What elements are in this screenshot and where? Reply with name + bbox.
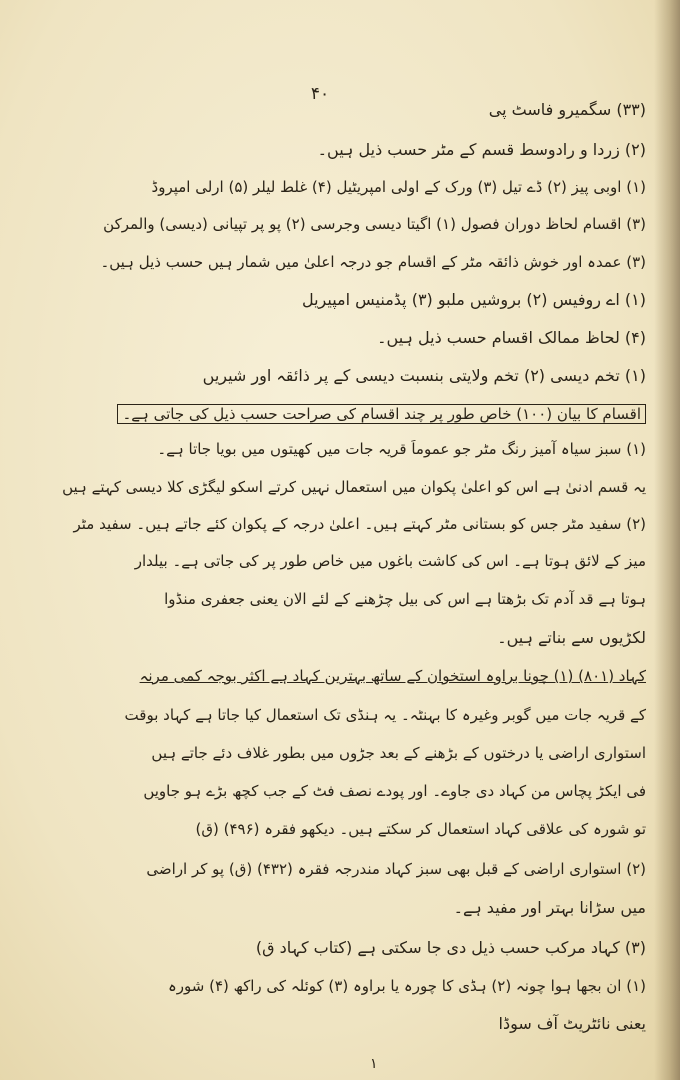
text-line: کے قریہ جات میں گوبر وغیرہ کا بہنٹہ۔ یہ ہنڈی تک استعمال کیا جاتا ہے کہاد بوقت	[124, 706, 646, 724]
page-number: ۴۰	[310, 84, 330, 104]
text-line: یہ قسم ادنیٰ ہے اس کو اعلیٰ پکوان میں استعمال نہیں کرتے اسکو لیگڑی کلا دیسی کہتے ہیں	[62, 478, 646, 496]
section-line-khad: کہاد (۸۰۱) (۱) چونا براوہ استخوان کے ساتھ بہترین کہاد ہے اکثر بوجہ کمی مرنہ	[139, 667, 646, 685]
text-line: (۳۳) سگمیرو فاسٹ پی	[488, 100, 646, 119]
book-spine-shadow	[654, 0, 680, 1080]
text-line: (۴) لحاظ ممالک اقسام حسب ذیل ہیں۔	[377, 328, 646, 347]
text-line: (۳) کہاد مرکب حسب ذیل دی جا سکتی ہے (کتاب کہاد ق)	[255, 938, 646, 957]
text-line: (۳) اقسام لحاظ دوران فصول (۱) اگیتا دیسی وجرسی (۲) پو پر تپیانی (دیسی) والمرکن	[103, 215, 646, 233]
text-line: (۳) عمدہ اور خوش ذائقہ مٹر کے اقسام جو درجہ اعلیٰ میں شمار ہیں حسب ذیل ہیں۔	[100, 253, 646, 271]
text-line: ہوتا ہے قد آدم تک بڑھتا ہے اس کی بیل چڑھنے کے لئے الان یعنی جعفری منڈوا	[164, 590, 646, 608]
text-line: (۱) سبز سیاہ آمیز رنگ مٹر جو عموماً قریہ جات میں کھیتوں میں بویا جاتا ہے۔	[157, 440, 646, 458]
text-line: (۱) تخم دیسی (۲) تخم ولایتی بنسبت دیسی کے پر ذائقہ اور شیریں	[202, 366, 646, 385]
text-line: (۲) استواری اراضی کے قبل بھی سبز کہاد مندرجہ فقرہ (۴۳۲) (ق) پو کر اراضی	[146, 860, 646, 878]
section-label-box: اقسام کا بیان (۱۰۰) خاص طور پر چند اقسام کی صراحت حسب ذیل کی جاتی ہے۔	[117, 404, 646, 424]
text-line: (۲) سفید مٹر جس کو بستانی مٹر کہتے ہیں۔ اعلیٰ درجہ کے پکوان کئے جاتے ہیں۔ سفید مٹر	[73, 515, 646, 533]
text-line: (۱) ان بجھا ہوا چونہ (۲) ہڈی کا چورہ یا براوہ (۳) کوئلہ کی راکھ (۴) شورہ	[167, 977, 646, 995]
text-line: لکڑیوں سے بناتے ہیں۔	[497, 628, 646, 647]
text-line: میز کے لائق ہوتا ہے۔ اس کی کاشت باغوں میں خاص طور پر کی جاتی ہے۔ بیلدار	[134, 552, 646, 570]
text-line: یعنی نائٹریٹ آف سوڈا	[498, 1014, 646, 1033]
text-line: تو شورہ کی علاقی کہاد استعمال کر سکتے ہیں۔ دیکھو فقرہ (۴۹۶) (ق)	[195, 820, 646, 838]
text-line: فی ایکڑ پچاس من کہاد دی جاوے۔ اور پودے نصف فٹ کے جب کچھ بڑے ہو جاویں	[143, 782, 646, 800]
text-line: (۲) زردا و رادوسط قسم کے مٹر حسب ذیل ہیں۔	[317, 140, 646, 159]
text-line: (۱) اوبی پیز (۲) ڈے تیل (۳) ورک کے اولی امپریٹیل (۴) غلط لیلر (۵) ارلی امپروڈ	[151, 178, 646, 196]
text-line: (۱) اے روفیس (۲) بروشیں ملبو (۳) پڈمنیس امپیریل	[301, 290, 646, 309]
bottom-mark: ۱	[370, 1056, 378, 1072]
section-line-aqsam	[30, 404, 646, 424]
text-line: میں سڑانا بہتر اور مفید ہے۔	[453, 898, 646, 917]
text-line: استواری اراضی یا درختوں کے بڑھنے کے بعد جڑوں میں بطور غلاف دئے جاتے ہیں	[151, 744, 646, 762]
